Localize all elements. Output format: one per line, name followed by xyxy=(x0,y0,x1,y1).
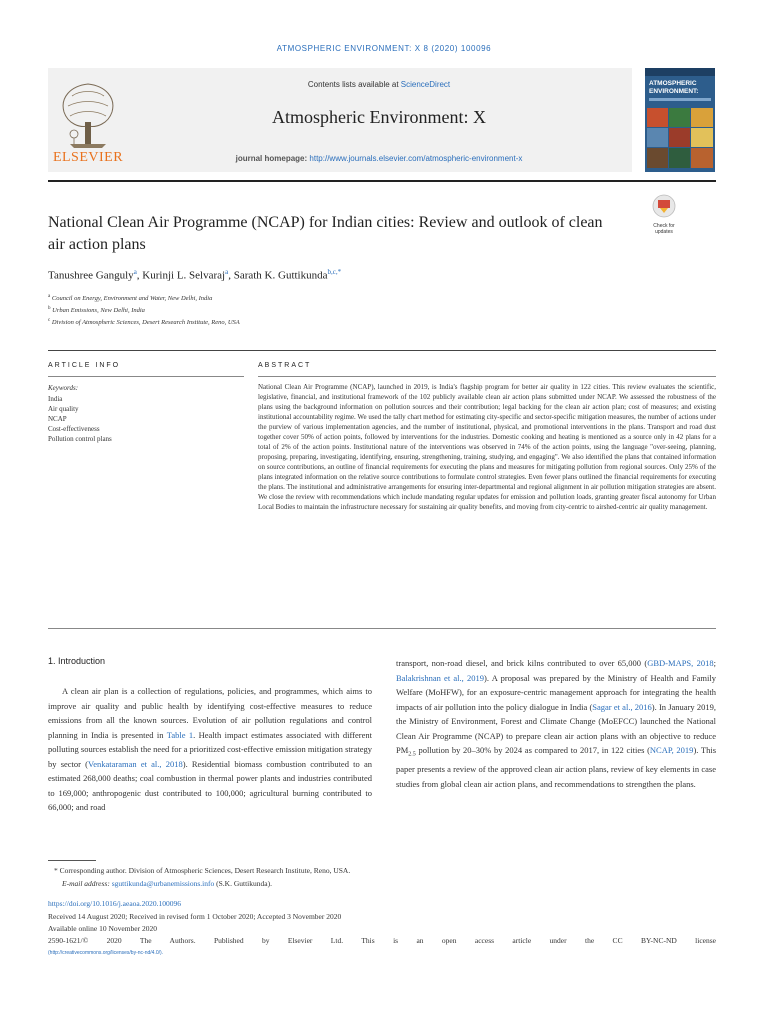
citation-link[interactable]: Balakrishnan et al., 2019 xyxy=(396,672,485,683)
table-1-link[interactable]: Table 1 xyxy=(166,729,194,740)
copyright-line: 2590-1621/© 2020 The Authors. Published by Elsevier Ltd. This is an open access article under the CC BY-NC-ND license xyxy=(48,936,716,945)
intro-text: ). In January 2019, the Ministry of Environment, Forest and Climate Change (MoEFCC) launched the National Clean Air Programme (NCAP) to prepare clean air action plans with an objective to reduce PM xyxy=(396,701,716,755)
keyword: Cost-effectiveness xyxy=(48,425,100,433)
contents-line xyxy=(126,80,632,89)
intro-text: pollution by 20–30% by 2024 as compared to 2017, in 122 cities ( xyxy=(415,745,650,755)
pm-subscript: 2.5 xyxy=(408,751,416,758)
journal-cover-image xyxy=(645,68,715,172)
author-name[interactable]: Sarath K. Guttikunda xyxy=(233,269,328,282)
introduction-heading: 1. Introduction xyxy=(48,656,106,666)
intro-left-column xyxy=(48,684,372,815)
crossmark-icon xyxy=(646,194,682,218)
journal-title: Atmospheric Environment: X xyxy=(272,107,486,127)
paper-title: National Clean Air Programme (NCAP) for Indian cities: Review and outlook of clean air action plans xyxy=(48,214,603,253)
intro-text: ; xyxy=(713,658,716,668)
journal-homepage xyxy=(126,154,632,163)
author-list: Tanushree Ganguly$^a$, Kurinji L. Selvaraj$^a$, Sarath K. Guttikunda$^{b,c,*}$ xyxy=(48,268,342,282)
intro-text: ). This paper presents a review of the approved clean air action plans, review of key elements in case studies from global clean air action plans, and recommendations to strengthen the plans. xyxy=(396,745,717,789)
affiliation-text: Division of Atmospheric Sciences, Desert Research Institute, Reno, USA xyxy=(51,319,240,327)
running-head[interactable]: ATMOSPHERIC ENVIRONMENT: X 8 (2020) 100096 xyxy=(276,44,492,53)
body-rule xyxy=(48,628,716,629)
keywords-list xyxy=(48,394,112,444)
keyword: NCAP xyxy=(48,415,67,423)
available-online: Available online 10 November 2020 xyxy=(48,924,157,933)
email-suffix: (S.K. Guttikunda). xyxy=(216,879,272,888)
received-dates: Received 14 August 2020; Received in revised form 1 October 2020; Accepted 3 November 2020 xyxy=(48,912,342,921)
abstract-heading: ABSTRACT xyxy=(258,362,312,369)
affiliation-sup: b xyxy=(48,306,51,311)
keyword: Air quality xyxy=(48,405,79,413)
section-rule xyxy=(48,350,716,351)
affiliation-text: Urban Emissions, New Delhi, India xyxy=(52,307,145,315)
crossmark-line2: updates xyxy=(655,229,673,235)
elsevier-logo xyxy=(50,76,126,168)
sciencedirect-link[interactable]: ScienceDirect xyxy=(400,80,451,89)
abstract-rule xyxy=(258,376,716,377)
author-affil-sup[interactable]: a xyxy=(133,268,137,276)
intro-text: transport, non-road diesel, and brick kilns contributed to over 65,000 ( xyxy=(396,658,648,668)
cover-mosaic-icon xyxy=(647,108,713,168)
intro-right-column xyxy=(396,656,716,791)
intro-text: A clean air plan is a collection of regulations, policies, and programmes, which aims to improve air quality and public health by identifying cost-effective measures to reduce emissions from all the known sources. Evolution of air pollution regulations and control planning in India is presented in xyxy=(48,686,372,740)
footnote-rule xyxy=(48,860,96,861)
keyword: Pollution control plans xyxy=(48,435,112,443)
abstract-text: National Clean Air Programme (NCAP), launched in 2019, is India's flagship program for better air quality in 122 cities. This review evaluates the scientific, legislative, financial, and institutional framework of the 102 publicly available clean air action plans submitted under NCAP. We assessed the robustness of the plans using the background information on pollution sources and their contribution; legal backing for the clean air action plan; cost of measures; and existing institutional accountability regime. We used the tally chart method for estimating city-specific and sector-specific mitigation measures, the number of actions under the purview of various implementation agencies, and the number of institutional, physical, and promotional interventions in the plans. Transport and road dust together cover 50% of action points, followed by interventions for the industries. Domestic cooking and heating is mentioned as a source only in 42 plans for a total of 2% of the action points. Institutional nature of the interventions was observed in 74% of the action points, using the language "over-seeing, planning, proposing, preparing, investigating, identifying, ensuring, strengthening, training, studying, and engaging". We also identified the plans that contained information on source contributions, an outline of financial requirements for executing the plans and measures for mitigating pollution from regional sources. Only 25% of the plans integrated information on the relative source contributions to formulate control strategies. Even fewer plans outlined the financial requirements for executing the plans. The institutional and administrative arrangements for ensuring inter-departmental and regional alignment in air pollution mitigation strategies are absent. We close the review with recommendations which include mandating regular updates for emission and pollution loads, granting greater fiscal autonomy for Urban Local Bodies to maintain the infrastructure necessary for sustaining air quality benefits, and moving from city-centric to airshed-centric air quality management. xyxy=(258,383,716,511)
corresponding-author-note: * Corresponding author. Division of Atmospheric Sciences, Desert Research Institute, Reno, USA. xyxy=(54,866,351,875)
author-name[interactable]: Tanushree Ganguly xyxy=(48,269,134,282)
intro-text: . Health impact estimates associated with different polluting sources establish the need for a prioritized cost-effective emission mitigation strategy by sector ( xyxy=(48,729,372,769)
homepage-link[interactable]: http://www.journals.elsevier.com/atmospheric-environment-x xyxy=(309,154,523,163)
doi-link[interactable]: https://doi.org/10.1016/j.aeaoa.2020.100096 xyxy=(48,899,181,908)
keywords-label: Keywords: xyxy=(48,384,79,392)
citation-link[interactable]: NCAP, 2019 xyxy=(649,745,694,755)
citation-link[interactable]: GBD-MAPS, 2018 xyxy=(647,658,714,668)
intro-text: ). A proposal was prepared by the Ministry of Health and Family Welfare (MoHFW), for an exposure-centric management approach for integrating the health impacts of air pollution into the policy dialogue in India ( xyxy=(396,672,716,712)
email-label: E-mail address: xyxy=(62,879,110,888)
author-affil-sup[interactable]: a xyxy=(225,268,229,276)
header-rule xyxy=(48,180,716,182)
affiliation-sup: c xyxy=(48,318,51,323)
keyword: India xyxy=(48,395,63,403)
check-for-updates-button[interactable] xyxy=(646,194,682,235)
affiliation-text: Council on Energy, Environment and Water, New Delhi, India xyxy=(51,295,213,303)
affiliation xyxy=(48,306,145,314)
author-name[interactable]: Kurinji L. Selvaraj xyxy=(142,269,226,282)
author-affil-sup[interactable]: b,c,* xyxy=(327,268,342,276)
citation-link[interactable]: Sagar et al., 2016 xyxy=(592,701,652,712)
contents-prefix: Contents lists available at xyxy=(307,80,399,89)
intro-text: ). Residential biomass combustion contributed to an estimated 268,000 deaths; coal combustion in thermal power plants and industries contributed to 169,000; anthropogenic dust contributed to 100,000; agricultural burning contributed to 66,000; and road xyxy=(48,758,372,812)
article-info-heading: ARTICLE INFO xyxy=(48,362,121,369)
homepage-label: journal homepage: xyxy=(235,154,308,163)
license-link[interactable]: (http://creativecommons.org/licenses/by-nc-nd/4.0/). xyxy=(48,950,164,956)
email-line xyxy=(62,879,272,888)
email-link[interactable]: sguttikunda@urbanemissions.info xyxy=(111,879,215,888)
publisher-wordmark: ELSEVIER xyxy=(52,150,124,165)
citation-link[interactable]: Venkataraman et al., 2018 xyxy=(88,758,183,769)
crossmark-line1: Check for xyxy=(653,223,675,229)
affiliation-sup: a xyxy=(48,294,51,299)
cover-title: ATMOSPHERIC ENVIRONMENT: xyxy=(649,80,699,95)
article-info-rule xyxy=(48,376,244,377)
affiliation xyxy=(48,318,240,326)
affiliation xyxy=(48,294,212,302)
